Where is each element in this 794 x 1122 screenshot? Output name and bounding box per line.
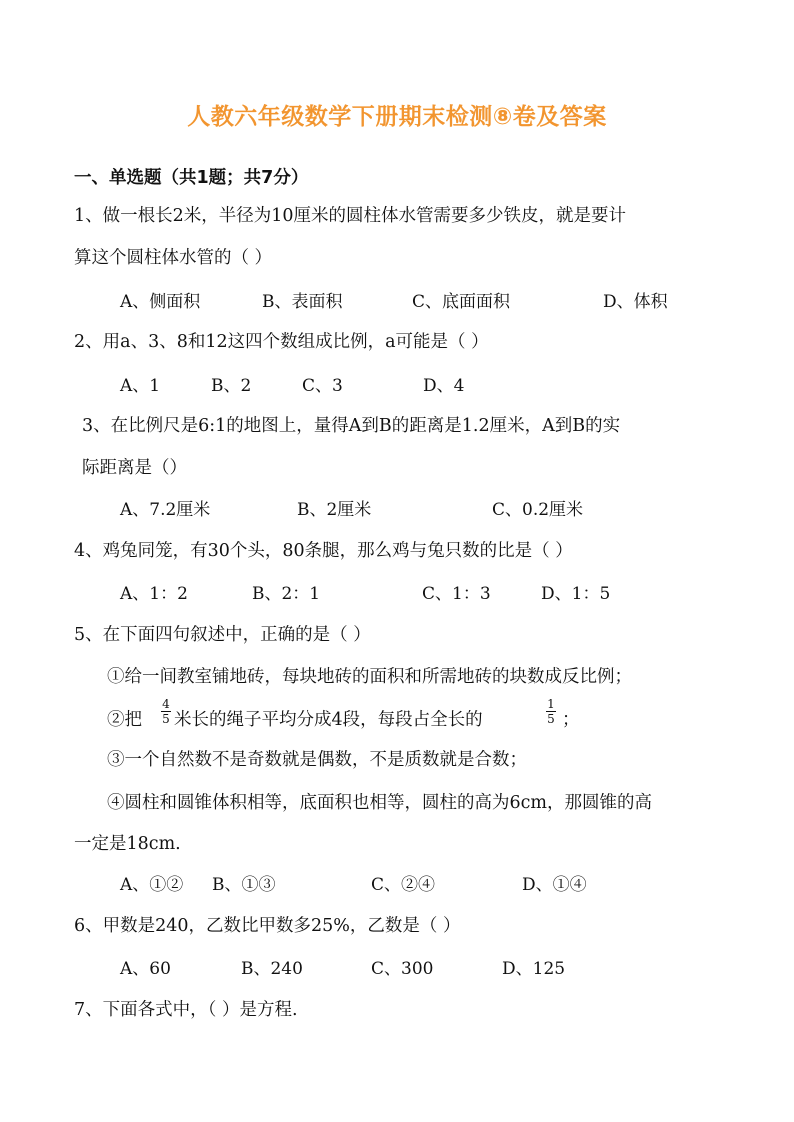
question-2-option-b: B、2 — [211, 376, 252, 396]
question-2-option-a: A、1 — [120, 376, 161, 396]
fraction-four-fifths — [161, 698, 171, 725]
section-heading: 一、单选题（共1题；共7分） — [74, 168, 309, 188]
statement-3: ③一个自然数不是奇数就是偶数，不是质数就是合数； — [107, 750, 527, 770]
question-6-option-a: A、60 — [120, 959, 171, 979]
fraction-denominator: 5 — [547, 712, 555, 726]
question-3-option-b: B、2厘米 — [297, 500, 372, 520]
statement-2-part-b: 米长的绳子平均分成4段，每段占全长的 — [174, 710, 483, 730]
question-4-option-d: D、1：5 — [541, 584, 611, 604]
page-title: 人教六年级数学下册期末检测⑧卷及答案 — [187, 104, 607, 130]
question-6-option-c: C、300 — [371, 959, 434, 979]
fraction-numerator: 4 — [162, 697, 170, 711]
question-4-option-c: C、1：3 — [422, 584, 491, 604]
statement-2-part-a: ②把 — [107, 710, 142, 730]
question-1-option-a: A、侧面积 — [120, 292, 201, 312]
question-1-option-c: C、底面面积 — [412, 292, 511, 312]
statement-4-line-2: 一定是18cm. — [74, 834, 181, 854]
question-6-line-1: 6、甲数是240，乙数比甲数多25%，乙数是（ ） — [74, 916, 461, 936]
question-5-option-b: B、①③ — [212, 875, 276, 895]
question-5-option-d: D、①④ — [522, 875, 587, 895]
question-7-line-1: 7、下面各式中，（ ）是方程. — [74, 1000, 298, 1020]
fraction-numerator: 1 — [547, 697, 555, 711]
question-3-line-2: 际距离是（） — [82, 458, 187, 478]
question-1-option-b: B、表面积 — [262, 292, 343, 312]
statement-2-part-c: ； — [562, 710, 580, 730]
question-3-option-c: C、0.2厘米 — [492, 500, 584, 520]
question-1-line-1: 1、做一根长2米，半径为10厘米的圆柱体水管需要多少铁皮，就是要计 — [74, 206, 627, 226]
question-5-option-a: A、①② — [120, 875, 184, 895]
question-4-option-a: A、1：2 — [120, 584, 188, 604]
question-2-option-c: C、3 — [302, 376, 343, 396]
question-3-option-a: A、7.2厘米 — [120, 500, 211, 520]
question-5-line-1: 5、在下面四句叙述中，正确的是（ ） — [74, 625, 371, 645]
fraction-denominator: 5 — [162, 712, 170, 726]
question-6-option-b: B、240 — [241, 959, 303, 979]
question-5-option-c: C、②④ — [371, 875, 436, 895]
question-6-option-d: D、125 — [502, 959, 566, 979]
question-1-option-d: D、体积 — [603, 292, 668, 312]
fraction-one-fifth — [546, 698, 556, 725]
statement-1: ①给一间教室铺地砖，每块地砖的面积和所需地砖的块数成反比例； — [107, 667, 632, 687]
question-2-line-1: 2、用a、3、8和12这四个数组成比例，a可能是（ ） — [74, 332, 489, 352]
question-4-option-b: B、2：1 — [252, 584, 321, 604]
question-4-line-1: 4、鸡兔同笼，有30个头，80条腿，那么鸡与兔只数的比是（ ） — [74, 541, 573, 561]
question-1-line-2: 算这个圆柱体水管的（ ） — [74, 248, 273, 268]
question-2-option-d: D、4 — [423, 376, 465, 396]
question-3-line-1: 3、在比例尺是6:1的地图上，量得A到B的距离是1.2厘米，A到B的实 — [82, 416, 621, 436]
statement-4-line-1: ④圆柱和圆锥体积相等，底面积也相等，圆柱的高为6cm，那圆锥的高 — [107, 793, 653, 813]
